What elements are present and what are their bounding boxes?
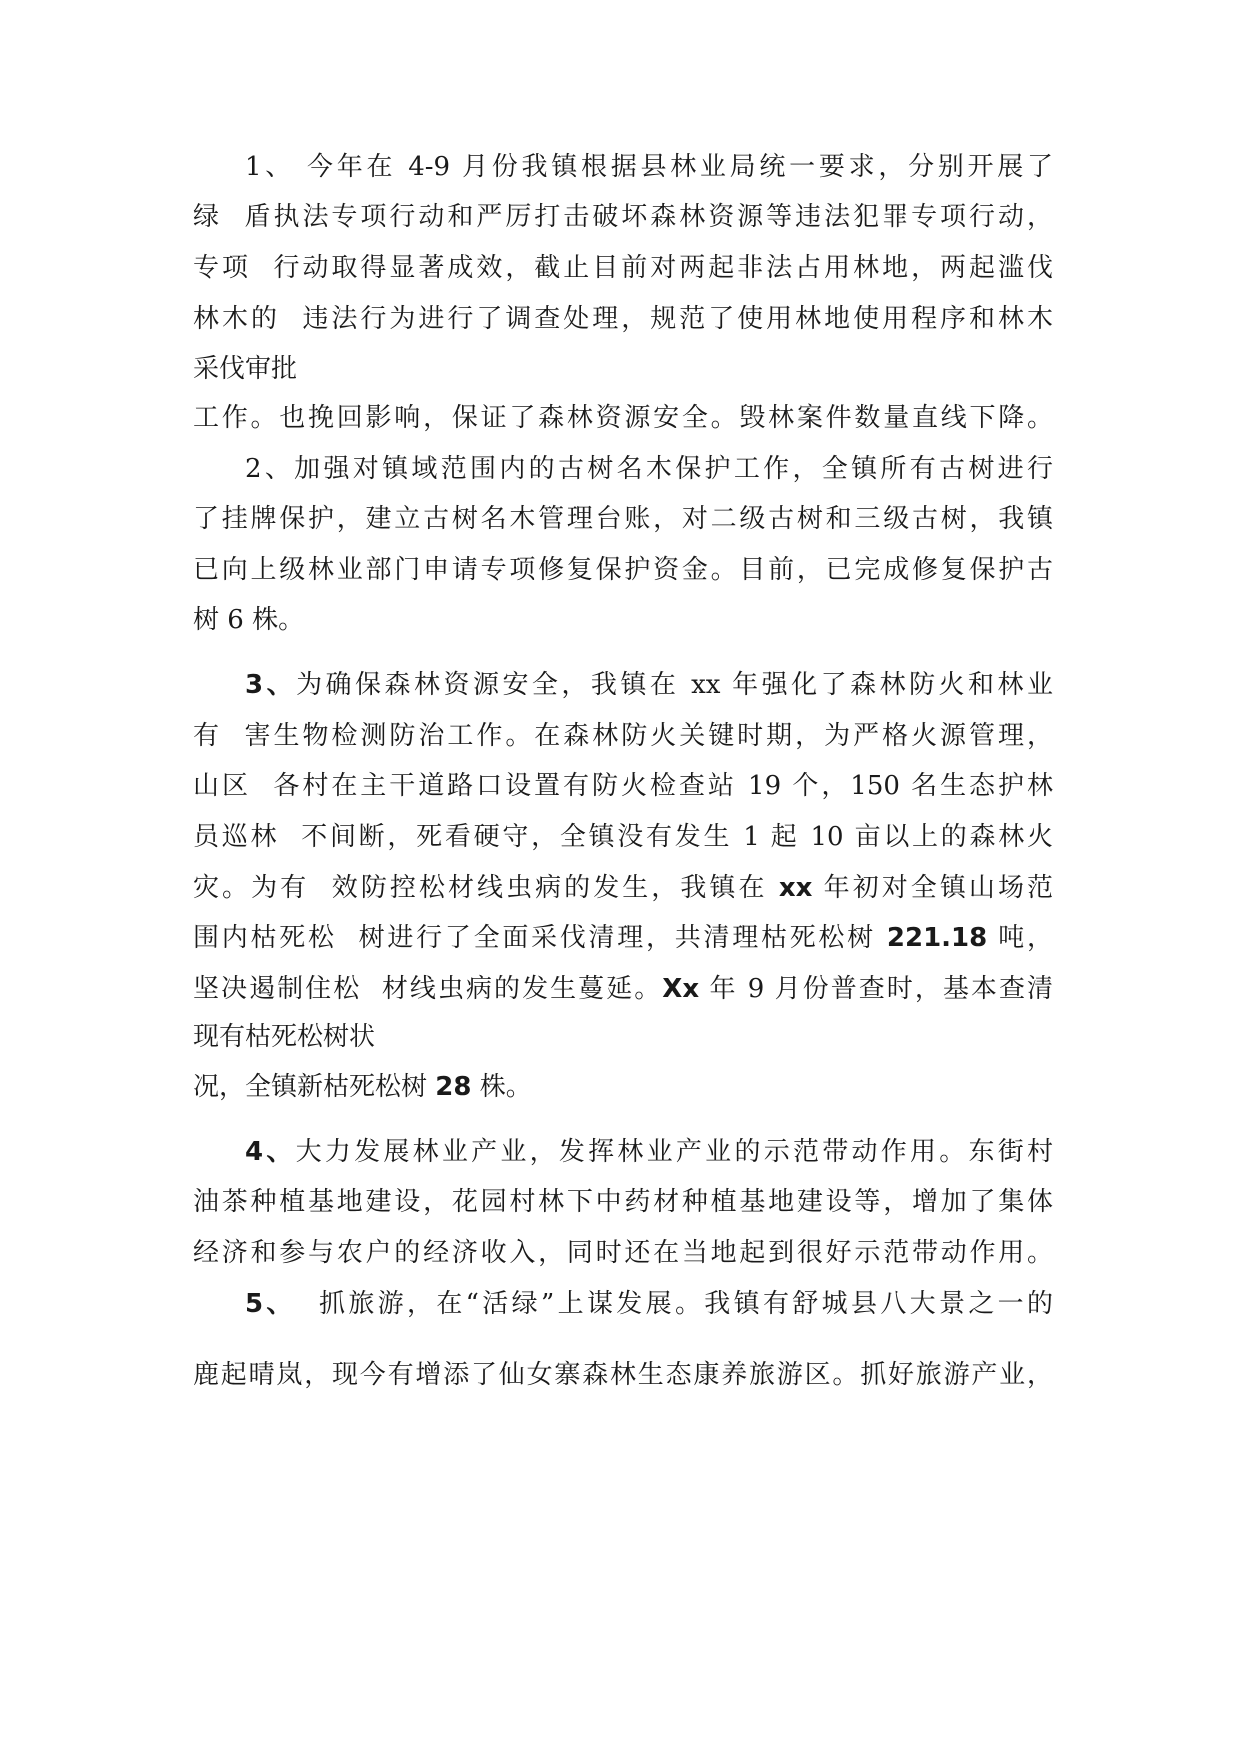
- paragraph-3-line-9: 况，全镇新枯死松树 28 株。: [193, 1072, 532, 1102]
- paragraph-1-line-3: 专项 行动取得显著成效，截止目前对两起非法占用林地，两起滥伐: [193, 253, 1053, 283]
- bold-tonnage: 221.18: [886, 923, 988, 953]
- bold-count: 28: [435, 1072, 472, 1102]
- paragraph-3-line-6: 围内枯死松 树进行了全面采伐清理，共清理枯死松树 221.18 吨，: [193, 923, 1053, 953]
- paragraph-3-line-5: 灾。为有 效防控松材线虫病的发生，我镇在 xx 年初对全镇山场范: [193, 873, 1053, 903]
- paragraph-2-line-4: 树 6 株。: [193, 605, 305, 635]
- paragraph-1-line-2: 绿 盾执法专项行动和严厉打击破坏森林资源等违法犯罪专项行动，: [193, 202, 1053, 232]
- paragraph-2-number: 2、: [245, 454, 295, 484]
- paragraph-3-line-7: 坚决遏制住松 材线虫病的发生蔓延。Xx 年 9 月份普查时，基本查清: [193, 974, 1054, 1004]
- paragraph-5-text: 抓旅游，在“活绿”上谋发展。我镇有舒城县八大景之一的: [318, 1289, 1054, 1319]
- paragraph-3-number: 3、: [245, 670, 297, 700]
- paragraph-2-line-3: 已向上级林业部门申请专项修复保护资金。目前，已完成修复保护古: [193, 555, 1053, 585]
- paragraph-5-number: 5、: [245, 1289, 296, 1319]
- paragraph-1-line-5: 采伐审批: [193, 354, 298, 384]
- paragraph-3-line-3: 山区 各村在主干道路口设置有防火检查站 19 个，150 名生态护林: [193, 771, 1053, 801]
- paragraph-3-line-1: [245, 665, 1053, 705]
- paragraph-2-line-1: [245, 449, 1053, 489]
- paragraph-4-line-2: 油茶种植基地建设，花园村林下中药材种植基地建设等，增加了集体: [193, 1187, 1053, 1217]
- paragraph-2-line-2: 了挂牌保护，建立古树名木管理台账，对二级古树和三级古树，我镇: [193, 504, 1053, 534]
- paragraph-5-line-2: 鹿起晴岚，现今有增添了仙女寨森林生态康养旅游区。抓好旅游产业，: [193, 1360, 1053, 1390]
- paragraph-4-line-3: 经济和参与农户的经济收入，同时还在当地起到很好示范带动作用。: [193, 1238, 1053, 1268]
- paragraph-5-line-1: [245, 1284, 1053, 1324]
- paragraph-4-number: 4、: [245, 1137, 296, 1167]
- paragraph-4-text: 大力发展林业产业，发挥林业产业的示范带动作用。东街村: [295, 1137, 1053, 1167]
- paragraph-1-line-1: [245, 147, 1053, 187]
- paragraph-1-text: 今年在 4-9 月份我镇根据县林业局统一要求，分别开展了: [295, 152, 1053, 182]
- paragraph-3-line-2: 有 害生物检测防治工作。在森林防火关键时期，为严格火源管理，: [193, 721, 1053, 751]
- paragraph-1-number: 1、: [245, 152, 296, 182]
- paragraph-3-text: 为确保森林资源安全，我镇在 xx 年强化了森林防火和林业: [296, 670, 1053, 700]
- paragraph-3-line-8: 现有枯死松树状: [193, 1022, 376, 1052]
- paragraph-3-line-4: 员巡林 不间断，死看硬守，全镇没有发生 1 起 10 亩以上的森林火: [193, 822, 1053, 852]
- paragraph-2-text: 加强对镇域范围内的古树名木保护工作，全镇所有古树进行: [294, 454, 1053, 484]
- bold-year-2: Xx: [662, 974, 700, 1004]
- paragraph-4-line-1: [245, 1132, 1053, 1172]
- bold-year-1: xx: [778, 873, 813, 903]
- paragraph-1-line-4: 林木的 违法行为进行了调查处理，规范了使用林地使用程序和林木: [193, 304, 1053, 334]
- paragraph-1-line-6: 工作。也挽回影响，保证了森林资源安全。毁林案件数量直线下降。: [193, 403, 1053, 433]
